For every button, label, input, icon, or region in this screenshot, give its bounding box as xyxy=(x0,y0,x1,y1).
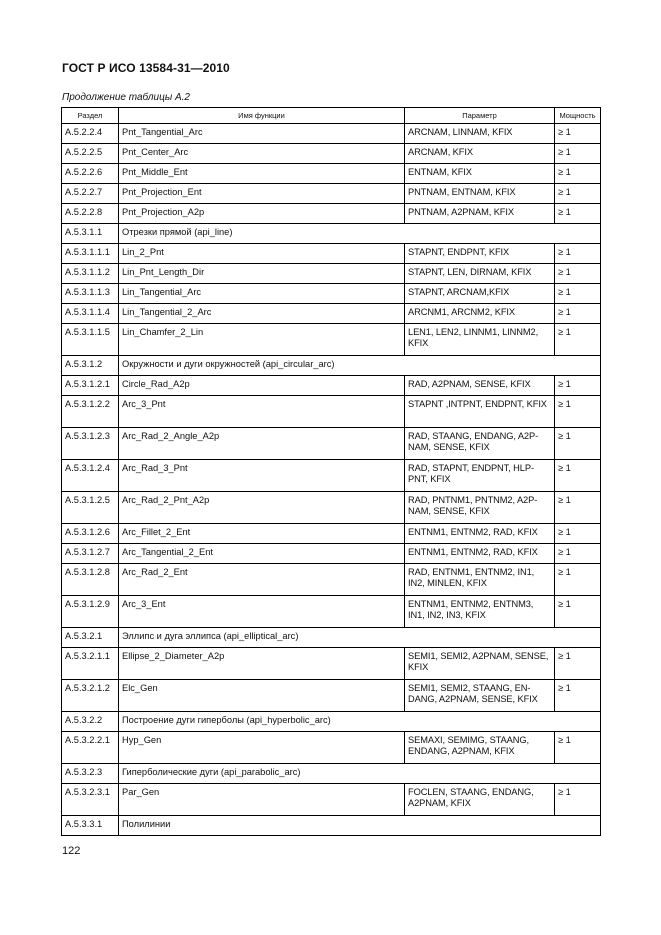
table-group-row xyxy=(62,628,601,648)
cell-section: A.5.3.1.2.2 xyxy=(62,396,119,428)
cell-section: A.5.3.1.2.8 xyxy=(62,564,119,596)
cell-parameters: ARCNAM, LINNAM, KFIX xyxy=(405,124,555,144)
cell-cardinality: ≥ 1 xyxy=(555,284,601,304)
cell-parameters: ENTNM1, ENTNM2, RAD, KFIX xyxy=(405,544,555,564)
table-row xyxy=(62,648,601,680)
cell-section: A.5.3.1.1.3 xyxy=(62,284,119,304)
page-number: 122 xyxy=(62,845,81,857)
table-row xyxy=(62,144,601,164)
cell-section: A.5.3.1.2.9 xyxy=(62,596,119,628)
cell-cardinality: ≥ 1 xyxy=(555,544,601,564)
cell-section: A.5.2.2.8 xyxy=(62,204,119,224)
table-continuation-caption: Продолжение таблицы А.2 xyxy=(62,92,190,103)
cell-parameters: ENTNM1, ENTNM2, ENTNM3, IN1, IN2, IN3, KFIX xyxy=(405,596,555,628)
cell-cardinality: ≥ 1 xyxy=(555,680,601,712)
table-group-row xyxy=(62,816,601,836)
cell-section: A.5.3.1.2.4 xyxy=(62,460,119,492)
cell-cardinality: ≥ 1 xyxy=(555,396,601,428)
cell-function-name: Lin_2_Pnt xyxy=(119,244,405,264)
cell-section: A.5.3.2.3 xyxy=(62,764,119,784)
cell-section: A.5.3.1.2.6 xyxy=(62,524,119,544)
cell-parameters: ENTNAM, KFIX xyxy=(405,164,555,184)
column-header-function-name: Имя функции xyxy=(119,108,405,124)
table-row xyxy=(62,732,601,764)
cell-section: A.5.3.1.1.2 xyxy=(62,264,119,284)
cell-group-title: Эллипс и дуга эллипса (api_elliptical_arc) xyxy=(119,628,601,648)
cell-cardinality: ≥ 1 xyxy=(555,460,601,492)
cell-function-name: Arc_Rad_2_Ent xyxy=(119,564,405,596)
cell-function-name: Lin_Tangential_Arc xyxy=(119,284,405,304)
cell-cardinality: ≥ 1 xyxy=(555,784,601,816)
cell-parameters: RAD, A2PNAM, SENSE, KFIX xyxy=(405,376,555,396)
column-header-parameter: Параметр xyxy=(405,108,555,124)
cell-cardinality: ≥ 1 xyxy=(555,304,601,324)
cell-section: A.5.3.1.1.4 xyxy=(62,304,119,324)
table-row xyxy=(62,376,601,396)
cell-function-name: Arc_Tangential_2_Ent xyxy=(119,544,405,564)
cell-parameters: RAD, STAANG, ENDANG, A2P-NAM, SENSE, KFIX xyxy=(405,428,555,460)
cell-section: A.5.3.1.2.5 xyxy=(62,492,119,524)
cell-cardinality: ≥ 1 xyxy=(555,164,601,184)
cell-function-name: Ellipse_2_Diameter_A2p xyxy=(119,648,405,680)
table-group-row xyxy=(62,712,601,732)
cell-cardinality: ≥ 1 xyxy=(555,144,601,164)
cell-cardinality: ≥ 1 xyxy=(555,524,601,544)
cell-group-title: Отрезки прямой (api_line) xyxy=(119,224,601,244)
cell-function-name: Pnt_Tangential_Arc xyxy=(119,124,405,144)
cell-function-name: Pnt_Projection_Ent xyxy=(119,184,405,204)
cell-cardinality: ≥ 1 xyxy=(555,204,601,224)
cell-parameters: FOCLEN, STAANG, ENDANG, A2PNAM, KFIX xyxy=(405,784,555,816)
table-row xyxy=(62,680,601,712)
cell-function-name: Arc_Rad_2_Pnt_A2p xyxy=(119,492,405,524)
cell-section: A.5.2.2.5 xyxy=(62,144,119,164)
cell-section: A.5.3.2.1.1 xyxy=(62,648,119,680)
functions-table xyxy=(61,107,601,836)
table-group-row xyxy=(62,224,601,244)
cell-parameters: RAD, PNTNM1, PNTNM2, A2P-NAM, SENSE, KFIX xyxy=(405,492,555,524)
table-row xyxy=(62,264,601,284)
cell-function-name: Par_Gen xyxy=(119,784,405,816)
table-row xyxy=(62,124,601,144)
cell-parameters: LEN1, LEN2, LINNM1, LINNM2, KFIX xyxy=(405,324,555,356)
cell-cardinality: ≥ 1 xyxy=(555,648,601,680)
cell-function-name: Arc_Rad_2_Angle_A2p xyxy=(119,428,405,460)
cell-parameters: STAPNT ,INTPNT, ENDPNT, KFIX xyxy=(405,396,555,428)
cell-cardinality: ≥ 1 xyxy=(555,428,601,460)
cell-function-name: Lin_Tangential_2_Arc xyxy=(119,304,405,324)
cell-parameters: RAD, ENTNM1, ENTNM2, IN1, IN2, MINLEN, KFIX xyxy=(405,564,555,596)
cell-parameters: ENTNM1, ENTNM2, RAD, KFIX xyxy=(405,524,555,544)
cell-parameters: STAPNT, ENDPNT, KFIX xyxy=(405,244,555,264)
cell-parameters: RAD, STAPNT, ENDPNT, HLP-PNT, KFIX xyxy=(405,460,555,492)
cell-function-name: Hyp_Gen xyxy=(119,732,405,764)
cell-section: A.5.2.2.7 xyxy=(62,184,119,204)
cell-cardinality: ≥ 1 xyxy=(555,324,601,356)
cell-function-name: Circle_Rad_A2p xyxy=(119,376,405,396)
cell-function-name: Pnt_Center_Arc xyxy=(119,144,405,164)
cell-section: A.5.3.1.2 xyxy=(62,356,119,376)
cell-cardinality: ≥ 1 xyxy=(555,596,601,628)
cell-section: A.5.3.1.2.1 xyxy=(62,376,119,396)
cell-cardinality: ≥ 1 xyxy=(555,564,601,596)
cell-group-title: Полилинии xyxy=(119,816,601,836)
document-title: ГОСТ Р ИСО 13584-31—2010 xyxy=(62,61,230,75)
cell-section: A.5.3.2.3.1 xyxy=(62,784,119,816)
cell-section: A.5.3.2.2 xyxy=(62,712,119,732)
cell-cardinality: ≥ 1 xyxy=(555,376,601,396)
table-row xyxy=(62,784,601,816)
table-body xyxy=(62,124,601,836)
cell-function-name: Lin_Pnt_Length_Dir xyxy=(119,264,405,284)
table-row xyxy=(62,596,601,628)
cell-parameters: SEMAXI, SEMIMG, STAANG, ENDANG, A2PNAM, KFIX xyxy=(405,732,555,764)
cell-parameters: SEMI1, SEMI2, STAANG, EN-DANG, A2PNAM, SENSE, KFIX xyxy=(405,680,555,712)
cell-section: A.5.3.1.1.5 xyxy=(62,324,119,356)
table-row xyxy=(62,492,601,524)
cell-parameters: ARCNAM, KFIX xyxy=(405,144,555,164)
cell-group-title: Окружности и дуги окружностей (api_circular_arc) xyxy=(119,356,601,376)
table-group-row xyxy=(62,356,601,376)
cell-group-title: Построение дуги гиперболы (api_hyperbolic_arc) xyxy=(119,712,601,732)
cell-parameters: PNTNAM, A2PNAM, KFIX xyxy=(405,204,555,224)
table-row xyxy=(62,184,601,204)
cell-function-name: Arc_3_Pnt xyxy=(119,396,405,428)
cell-function-name: Arc_Fillet_2_Ent xyxy=(119,524,405,544)
cell-function-name: Pnt_Middle_Ent xyxy=(119,164,405,184)
table-header-row xyxy=(62,108,601,124)
cell-cardinality: ≥ 1 xyxy=(555,492,601,524)
table-row xyxy=(62,164,601,184)
table-row xyxy=(62,244,601,264)
cell-section: A.5.3.1.1 xyxy=(62,224,119,244)
cell-section: A.5.3.3.1 xyxy=(62,816,119,836)
cell-group-title: Гиперболические дуги (api_parabolic_arc) xyxy=(119,764,601,784)
cell-parameters: PNTNAM, ENTNAM, KFIX xyxy=(405,184,555,204)
table-row xyxy=(62,564,601,596)
cell-function-name: Pnt_Projection_A2p xyxy=(119,204,405,224)
cell-section: A.5.3.2.1 xyxy=(62,628,119,648)
table-row xyxy=(62,304,601,324)
cell-cardinality: ≥ 1 xyxy=(555,184,601,204)
cell-parameters: STAPNT, LEN, DIRNAM, KFIX xyxy=(405,264,555,284)
cell-section: A.5.3.1.2.7 xyxy=(62,544,119,564)
table-row xyxy=(62,524,601,544)
table-row xyxy=(62,544,601,564)
table-row xyxy=(62,396,601,428)
cell-cardinality: ≥ 1 xyxy=(555,124,601,144)
table-row xyxy=(62,324,601,356)
cell-cardinality: ≥ 1 xyxy=(555,244,601,264)
cell-function-name: Lin_Chamfer_2_Lin xyxy=(119,324,405,356)
cell-section: A.5.3.1.1.1 xyxy=(62,244,119,264)
cell-section: A.5.3.1.2.3 xyxy=(62,428,119,460)
cell-parameters: ARCNM1, ARCNM2, KFIX xyxy=(405,304,555,324)
cell-function-name: Elc_Gen xyxy=(119,680,405,712)
column-header-cardinality: Мощность xyxy=(555,108,601,124)
cell-section: A.5.3.2.1.2 xyxy=(62,680,119,712)
table-row xyxy=(62,204,601,224)
cell-section: A.5.2.2.6 xyxy=(62,164,119,184)
column-header-section: Раздел xyxy=(62,108,119,124)
table-row xyxy=(62,460,601,492)
table-row xyxy=(62,428,601,460)
cell-section: A.5.3.2.2.1 xyxy=(62,732,119,764)
cell-cardinality: ≥ 1 xyxy=(555,732,601,764)
table-group-row xyxy=(62,764,601,784)
cell-cardinality: ≥ 1 xyxy=(555,264,601,284)
cell-section: A.5.2.2.4 xyxy=(62,124,119,144)
cell-parameters: SEMI1, SEMI2, A2PNAM, SENSE, KFIX xyxy=(405,648,555,680)
table-row xyxy=(62,284,601,304)
cell-function-name: Arc_3_Ent xyxy=(119,596,405,628)
cell-function-name: Arc_Rad_3_Pnt xyxy=(119,460,405,492)
cell-parameters: STAPNT, ARCNAM,KFIX xyxy=(405,284,555,304)
